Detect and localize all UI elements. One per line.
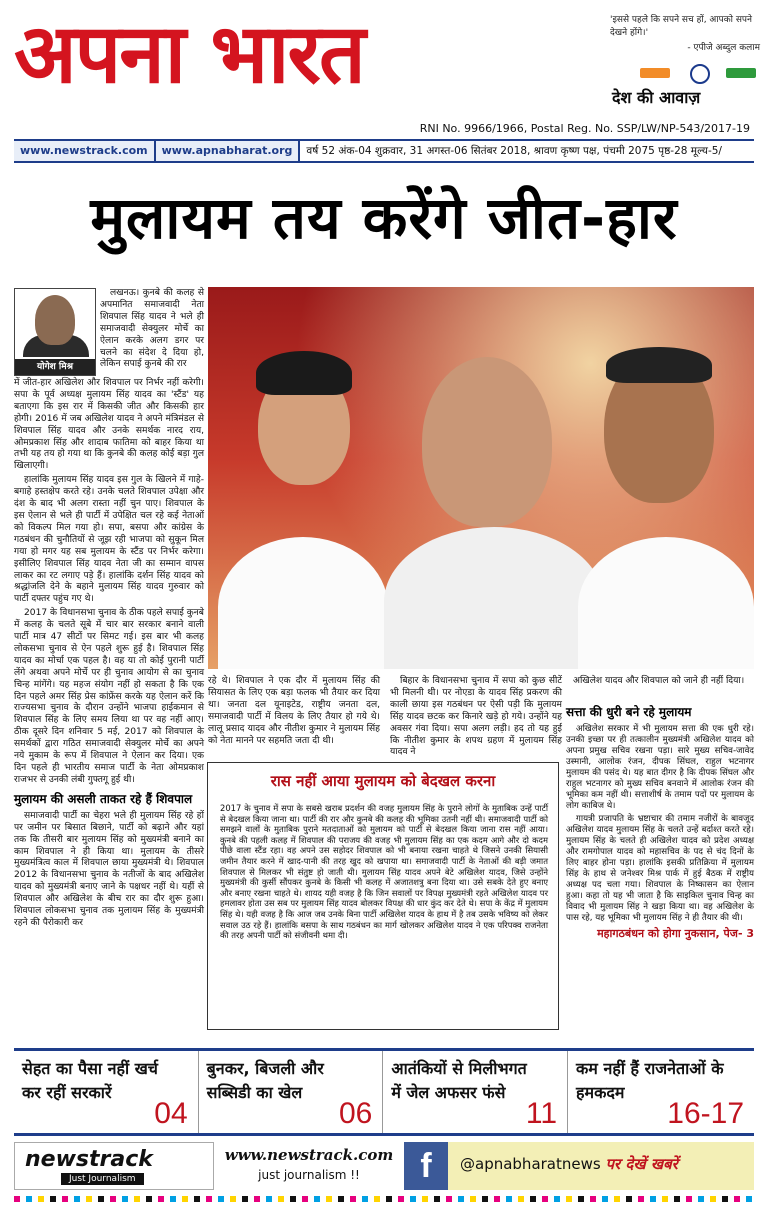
story-paragraph: 2017 के विधानसभा चुनाव के ठीक पहले सपाई कुनबे में कलह के चलते सूबे में चार बार सरकार बनाने वाली पार्टी मात्र 47 सीटों पर सिमट गई। इस बार भी कलह लोकसभा चुनाव से ऐन पहले शुरू हुई है। शिवपाल सिंह यादव का मोर्चा एक पहल है। वह या तो कोई पुरानी पार्टी लेंगे अथवा अपने मोर्चे पर ही चुनाव आयोग से का चुनाव चिन्ह मांगेंगे। यह महज संयोग नहीं हो सकता है कि एक दिन पहले अमर सिंह प्रेस कांफ्रेंस करके यह ऐलान करें कि राज्यसभा चुनाव के दौरान उन्होंने भाजपा हाईकमान से शिवपाल सिंह के लिए समय लिया था पर वह नहीं आए। ठीक दूसरे दिन शनिवार 5 मई, 2017 को शिवपाल के समर्थकों द्वारा गठित समाजवादी सेक्युलर मोर्चे का अपने नये मुकाम के रूप में शिवपाल ने ऐलान कर दिया। एक दिन पहले ही भारतीय समाज पार्टी के नेता ओमप्रकाश राजभर से उनकी लंबी गुफ्तगू हुई थी। <box>14 608 204 785</box>
box-body: 2017 के चुनाव में सपा के सबसे खराब प्रदर्शन की वजह मुलायम सिंह के पुराने लोगों के मुताबिक उन्हें पार्टी से बेदखल किया जाना था। पार्टी की रार और कुनबे की कलह की भूमिका उतनी नहीं थी। समाजवादी पार्टी को समझने वालों के मुताबिक पुराने मतदाताओं को मुलायम को पार्टी से बेदखल किया जाना रास नहीं आया। कुनबे की पहली कलह में शिवपाल की पराजय की वजह भी मुलायम सिंह का एक कदम आगे और दो कदम पीछे वाला स्टैंड रहा। वह अपने उस सहोदर शिवपाल को भी बनाया रखना चाहते थे जिसने उनकी सियासी जमीन तैयार करने में खाद-पानी की तरह खुद को खपाया था। समाजवादी पार्टी के नेताओं की बड़ी जमात शिवपाल से मिलकर भी संतुष्ट हो जाती थी। मुलायम सिंह यादव अपने बेटे अखिलेश यादव, जिसे उन्होंने मुख्यमंत्री की कुर्सी सौंपकर कुनबे के किसी भी कलह में अजातशत्रु बना दिया था। उसे सबके देते हुए बनाए और बनाए रखना चाहते थे। शायद यही वजह है कि जिन सवालों पर विपक्ष मुख्यमंत्री रहते अखिलेश यादव पर हमलावर होता उस सब पर मुलायम सिंह यादव बोलकर विपक्ष की धार कुंद कर देते थे। सपा के केंद्र में मुलायम सिंह थे। यही वजह है कि आज जब उनके बिना पार्टी अखिलेश यादव के हाथ में है तब उसके भविष्य को लेकर सवाल उठ रहे हैं। हालांकि बसपा के साथ गठबंधन का मार्ग खोलकर अखिलेश यादव ने एक परिपक्व राजनेता की तरह अपनी पार्टी को संजीवनी थमा दी। <box>220 803 548 941</box>
person-photo <box>422 357 552 527</box>
teaser-item[interactable] <box>568 1051 754 1133</box>
site-promo[interactable] <box>214 1142 404 1190</box>
story-subhead: सत्ता की धुरी बने रहे मुलायम <box>566 705 692 719</box>
story-column-5 <box>566 700 754 941</box>
color-dot-border <box>14 1196 754 1202</box>
handle-text: @apnabharatnews <box>460 1155 601 1173</box>
facebook-handle[interactable] <box>448 1142 754 1190</box>
teaser-page: 11 <box>525 1097 558 1130</box>
indian-flag-icon <box>640 64 760 84</box>
story-paragraph: में जीत-हार अखिलेश और शिवपाल पर निर्भर नहीं करेगी। सपा के पूर्व अध्यक्ष मुलायम सिंह यादव का 'स्टैंड' यह बताएगा कि इस रार में किसकी जीत और किसकी हार होगी। 2016 में जब अखिलेश यादव ने अपने मंत्रिमंडल से शिवपाल सिंह यादव और उनके समर्थक नारद राय, ओमप्रकाश सिंह और शादाब फातिमा को बाहर किया था तभी यह तय हो गया था कि कुनबे की कलह कोई बड़ा गुल खिलाएगी। <box>14 378 204 472</box>
issue-dateline: वर्ष 52 अंक-04 शुक्रवार, 31 अगस्त-06 सितंबर 2018, श्रावण कृष्ण पक्ष, पंचमी 2075 पृष्ठ-28 मूल्य-5/ <box>306 145 722 157</box>
masthead-logo: अपना भारत <box>14 6 364 102</box>
inside-teasers <box>14 1048 754 1136</box>
promo-url: www.newstrack.com <box>224 1146 394 1164</box>
story-paragraph: रहे थे। शिवपाल ने एक दौर में मुलायम सिंह की सियासत के लिए एक बड़ा फलक भी तैयार कर दिया था। जनता दल यूनाइटेड, राष्ट्रीय जनता दल, समाजवादी पार्टी में विलय के लिए तैयार हो गये थे। लालू प्रसाद यादव और नीतीश कुमार ने मुलायम सिंह को नेता मानने पर सहमति जता दी थी। <box>208 676 380 746</box>
rni-number: RNI No. 9966/1966, Postal Reg. No. SSP/LW/NP-543/2017-19 <box>419 122 750 135</box>
site-link-newstrack[interactable]: www.newstrack.com <box>14 141 156 161</box>
story-column-1 <box>14 378 204 932</box>
story-column-3 <box>390 676 562 761</box>
handle-cta: पर देखें खबरें <box>605 1155 678 1173</box>
teaser-page: 06 <box>338 1097 373 1130</box>
story-column-2 <box>208 676 380 749</box>
site-link-apnabharat[interactable]: www.apnabharat.org <box>156 141 301 161</box>
teaser-page: 04 <box>154 1097 188 1130</box>
story-paragraph: समाजवादी पार्टी का चेहरा भले ही मुलायम सिंह रहे हों पर जमीन पर बिसात बिछाने, पार्टी को बढ़ाने और यहां तक कि तीसरी बार मुलायम सिंह को मुख्यमंत्री बनाने का काम शिवपाल ने ही किया था। मुलायम के तीसरे मुख्यमंत्रित्व काल में शिवपाल छाया मुख्यमंत्री थे। शिवपाल 2012 के विधानसभा चुनाव के नतीजों के बाद अखिलेश यादव को मुख्यमंत्री बनाए जाने के पक्षधर नहीं थे। यहीं से शिवपाल और अखिलेश के बीच रार का दौर शुरू हुआ। शिवपाल लोकसभा चुनाव तक मुलायम सिंह के मुख्यमंत्री रहने की पैरोकारी कर <box>14 810 204 928</box>
story-paragraph: अखिलेश सरकार में भी मुलायम सत्ता की एक धुरी रहे। उनकी इच्छा पर ही तत्कालीन मुख्यमंत्री अखिलेश यादव को अपना प्रमुख सचिव रखना पड़ा। सारे मुख्य सचिव-जावेद उस्मानी, आलोक रंजन, दीपक सिंघल, राहुल भटनागर मुलायम की पसंद थे। यह बात दीगर है कि दीपक सिंघल और राहुल भटनागर को मुख्य सचिव बनवाने में आलोक रंजन की भूमिका कम नहीं थी। सत्ताशीर्ष के तमाम पदों पर मुलायम के लोग काबिज थे। <box>566 724 754 811</box>
author-photo <box>14 288 96 376</box>
story-paragraph: बिहार के विधानसभा चुनाव में सपा को कुछ सीटें भी मिलनी थी। पर नोएडा के यादव सिंह प्रकरण की काली छाया इस गठबंधन पर ऐसी पड़ी कि मुलायम सिंह यादव छटक कर किनारे खड़े हो गये। उन्होंने यह अवसर गंवा दिया। सपा अलग लड़ी। हद तो यह हुई कि नीतीश कुमार के शपथ ग्रहण में मुलायम सिंह यादव ने <box>390 676 562 758</box>
teaser-title: आतंकियों से मिलीभगत में जेल अफसर फंसे <box>391 1059 527 1102</box>
quote-text: 'इससे पहले कि सपने सच हों, आपको सपने देखने होंगे।' <box>610 15 753 38</box>
story-subhead: मुलायम की असली ताकत रहे हैं शिवपाल <box>14 791 193 806</box>
brand-tagline: Just Journalism <box>61 1173 144 1185</box>
teaser-item[interactable] <box>14 1051 199 1133</box>
promo-tagline: just journalism !! <box>258 1168 360 1182</box>
story-paragraph: अखिलेश यादव और शिवपाल को जाने ही नहीं दिया। <box>573 676 745 686</box>
story-paragraph: गायत्री प्रजापति के भ्रष्टाचार की तमाम नजीरों के बावजूद अखिलेश यादव मुलायम सिंह के चलते उन्हें बर्दाश्त करते रहे। मुलायम सिंह के चलते ही अखिलेश यादव को प्रदेश अध्यक्ष और रामगोपाल यादव को महासचिव के पद से चंद दिनों के लिए बाहर होना पड़ा। हालांकि इसकी प्रतिक्रिया में मुलायम सिंह के हाथ से जनेश्वर मिश्र पार्क में हुई बैठक में राष्ट्रीय अध्यक्ष पद चला गया। शिवपाल के निष्कासन का ऐलान हुआ। कहा तो यह भी जाता है कि साइकिल चुनाव चिन्ह का विवाद भी मुलायम सिंह ने खड़ा किया था। वह अखिलेश के पास रहे, यह भूमिका भी मुलायम सिंह ने ही तैयार की थी। <box>566 814 754 923</box>
dateline-strip <box>14 139 754 163</box>
brand-name: newstrack <box>25 1147 153 1172</box>
page-headline: मुलायम तय करेंगे जीत-हार <box>90 184 678 252</box>
story-intro: लखनऊ। कुनबे की कलह से अपमानित समाजवादी नेता शिवपाल सिंह यादव ने भले ही समाजवादी सेक्युलर मोर्चे का ऐलान करके अलग डगर पर चलने का संदेश दे दिया हो, लेकिन सपाई कुनबे की रार <box>100 288 204 370</box>
teaser-title: बुनकर, बिजली और सब्सिडी का खेल <box>206 1059 324 1102</box>
masthead-tagline: देश की आवाज़ <box>612 88 701 107</box>
quote-author: - एपीजे अब्दुल कलाम <box>687 43 760 53</box>
teaser-title: सेहत का पैसा नहीं खर्च कर रहीं सरकारें <box>22 1059 158 1102</box>
story-column-intro <box>100 288 204 373</box>
newstrack-logo[interactable] <box>14 1142 214 1190</box>
lead-photo <box>208 287 754 669</box>
masthead <box>0 0 768 140</box>
teaser-item[interactable] <box>199 1051 384 1133</box>
sidebar-box <box>207 762 559 1030</box>
story-paragraph: हालांकि मुलायम सिंह यादव इस गुल के खिलने में गाहे-बगाहे हस्तक्षेप करते रहे। उनके चलते शिवपाल उपेक्षा और दंश के बाद भी अलग रास्ता नहीं चुन पाए। शिवपाल के इस ऐलान से भले ही पार्टी में उपेक्षित चल रहे कई नेताओं को विकल्प मिल गया हो। सपा, बसपा और कांग्रेस के गठबंधन की चुनौतियों से जूझ रही भाजपा को सुकून मिल गया हो मगर यह सब मुलायम के स्टैंड पर निर्भर करेगा। इसीलिए शिवपाल सिंह यादव नेता जी का सम्मान वापस लाकर का रट लगाए पड़े हैं। हालांकि दर्शन सिंह यादव को श्रद्धांजलि देने के बहाने मुलायम सिंह यादव गुरुवार को पार्टी दफ्तर पहुंच गए थे। <box>14 475 204 605</box>
teaser-item[interactable] <box>383 1051 568 1133</box>
continued-on-page[interactable]: महागठबंधन को होगा नुकसान, पेज- 3 <box>597 927 754 940</box>
box-title: रास नहीं आया मुलायम को बेदखल करना <box>270 772 496 790</box>
story-column-4 <box>573 676 753 690</box>
footer-banner <box>14 1142 754 1190</box>
teaser-title: कम नहीं हैं राजनेताओं के हमकदम <box>576 1059 724 1102</box>
masthead-quote <box>610 14 760 55</box>
author-name: योगेश मिश्र <box>15 359 95 375</box>
teaser-page: 16-17 <box>667 1097 745 1130</box>
facebook-icon[interactable]: f <box>404 1142 448 1190</box>
